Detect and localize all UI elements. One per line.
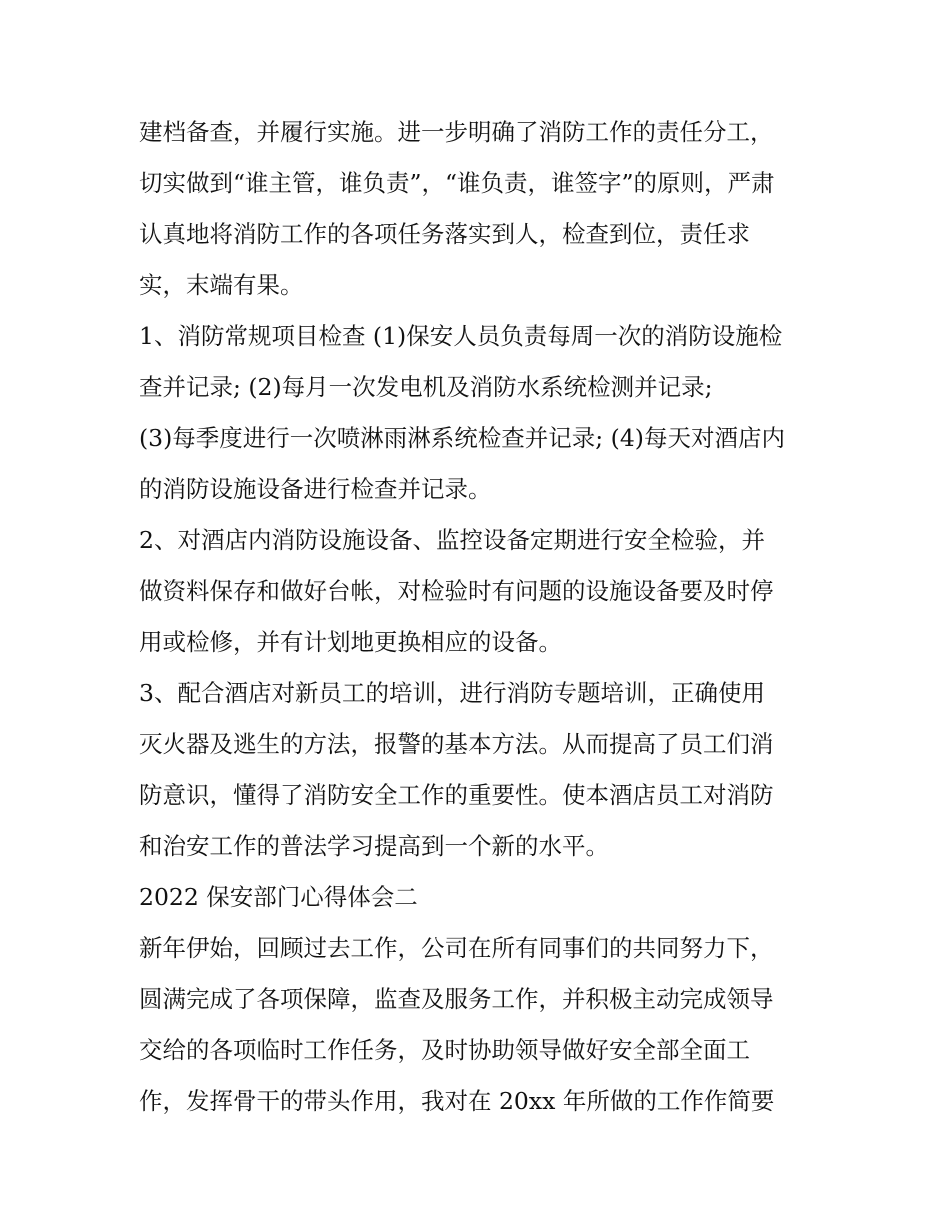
text-line: 3、配合酒店对新员工的培训，进行消防专题培训，正确使用 <box>139 679 765 707</box>
text-line: 做资料保存和做好台帐，对检验时有问题的设施设备要及时停 <box>139 577 774 605</box>
text-line: 切实做到“谁主管，谁负责”，“谁负责，谁签字”的原则，严肃 <box>139 169 775 197</box>
text-line: 2、对酒店内消防设施设备、监控设备定期进行安全检验，并 <box>139 526 765 554</box>
text-line: 防意识，懂得了消防安全工作的重要性。使本酒店员工对消防 <box>139 781 774 809</box>
text-line: 的消防设施设备进行检查并记录。 <box>139 475 492 503</box>
text-line: 灭火器及逃生的方法，报警的基本方法。从而提高了员工们消 <box>139 730 774 758</box>
text-line: 用或检修，并有计划地更换相应的设备。 <box>139 628 562 656</box>
text-line: 查并记录; (2)每月一次发电机及消防水系统检测并记录; <box>139 373 713 401</box>
text-line: 交给的各项临时工作任务，及时协助领导做好安全部全面工 <box>139 1036 750 1064</box>
text-line: (3)每季度进行一次喷淋雨淋系统检查并记录; (4)每天对酒店内 <box>139 424 785 452</box>
text-line: 认真地将消防工作的各项任务落实到人，检查到位，责任求 <box>139 220 750 248</box>
document-body <box>139 107 819 1127</box>
text-line: 和治安工作的普法学习提高到一个新的水平。 <box>139 832 609 860</box>
text-line: 作，发挥骨干的带头作用，我对在 20xx 年所做的工作作简要 <box>139 1087 775 1115</box>
text-line: 圆满完成了各项保障，监查及服务工作，并积极主动完成领导 <box>139 985 774 1013</box>
section-heading: 2022 保安部门心得体会二 <box>139 883 418 911</box>
text-line: 新年伊始，回顾过去工作，公司在所有同事们的共同努力下， <box>139 934 774 962</box>
text-line: 实，末端有果。 <box>139 271 304 299</box>
text-line: 建档备查，并履行实施。进一步明确了消防工作的责任分工， <box>139 118 774 146</box>
text-line: 1、消防常规项目检查 (1)保安人员负责每周一次的消防设施检 <box>139 322 783 350</box>
